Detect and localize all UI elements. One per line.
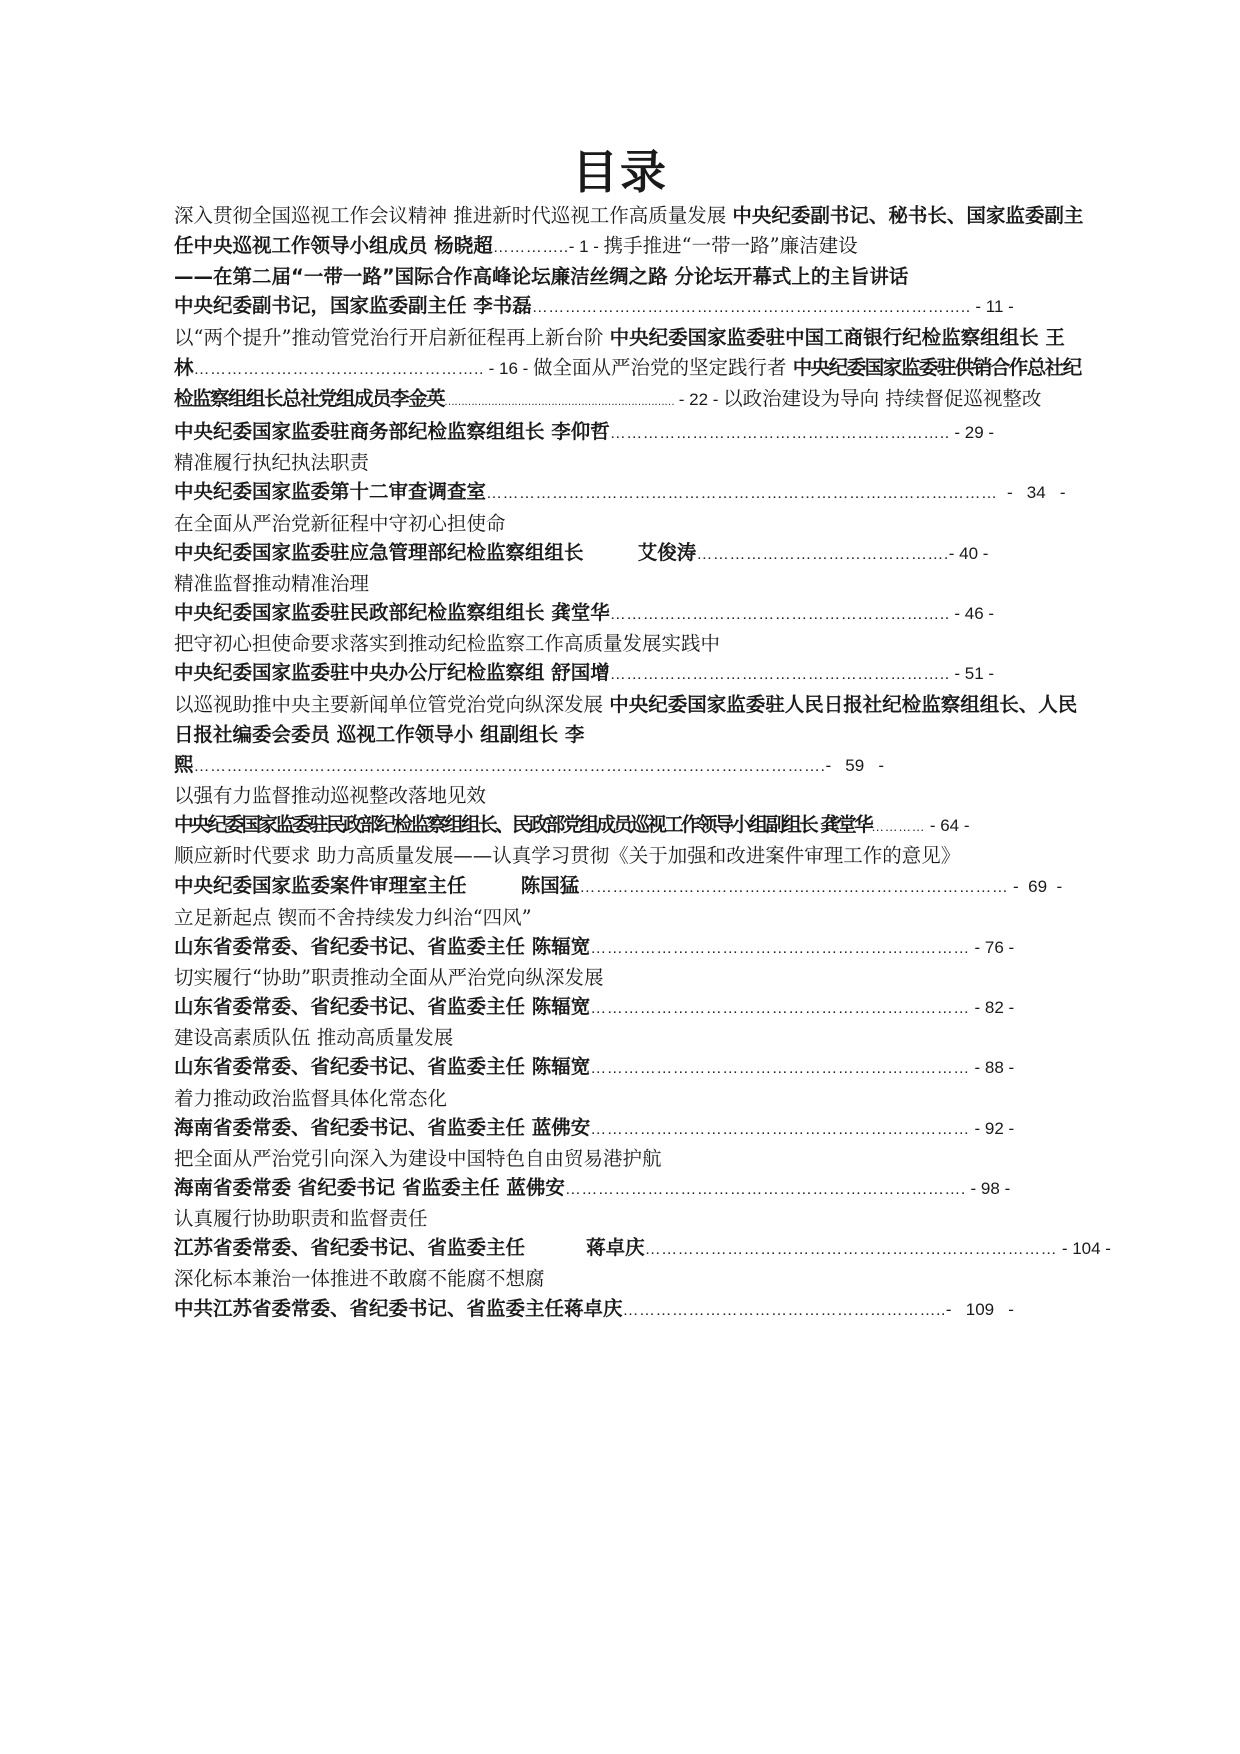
toc-entry-author: 中央纪委国家监委驻民政部纪检监察组组长、民政部党组成员巡视工作领导小组副组长 龚堂华 bbox=[174, 813, 872, 837]
toc-entry-leader: …………………………………………………………… bbox=[590, 1060, 970, 1078]
toc-entry-author: 山东省委常委、省纪委书记、省监委主任 陈辐宽 bbox=[174, 995, 591, 1019]
toc-entry-title: 以巡视助推中央主要新闻单位管党治党向纵深发展 bbox=[174, 692, 610, 716]
toc-entry-author: 中央纪委国家监委驻民政部纪检监察组组长 龚堂华 bbox=[174, 601, 610, 625]
toc-entry-title: 建设高素质队伍 推动高质量发展 bbox=[174, 1026, 454, 1050]
toc-entry-page: - 22 - bbox=[674, 389, 724, 409]
toc-entry-author: 中央纪委国家监委驻中央办公厅纪检监察组 舒国增 bbox=[174, 661, 610, 685]
toc-entry-leader: …………………………………………………………………… bbox=[579, 879, 1009, 897]
toc-entry-author: 山东省委常委、省纪委书记、省监委主任 陈辐宽 bbox=[174, 1055, 591, 1079]
toc-entry-subtitle: ——认真学习贯彻《关于加强和改进案件审理工作的意见》 bbox=[453, 844, 961, 868]
toc-entry-author: 中央纪委副书记、秘书长、国家监委副主任中央巡视工作领导小组成员 杨晓超 bbox=[174, 204, 1084, 258]
toc-entry-leader: …………………………………………………….. bbox=[609, 425, 950, 443]
toc-entry-subtitle: ——在第二届“一带一路”国际合作高峰论坛廉洁丝绸之路 分论坛开幕式上的主旨讲话 bbox=[174, 265, 909, 289]
toc-entry-title: 携手推进“一带一路”廉洁建设 bbox=[603, 234, 858, 258]
toc-entry-page: - 76 - bbox=[969, 937, 1015, 957]
toc-entry-page: - 16 - bbox=[483, 358, 534, 378]
toc-entry-author: 中央纪委国家监委驻中国工商银行纪检监察组组长 王林 bbox=[174, 325, 1065, 379]
toc-title: 目录 bbox=[572, 145, 668, 199]
toc-entry-page: - 34 - bbox=[997, 483, 1066, 503]
toc-entry-title: 在全面从严治党新征程中守初心担使命 bbox=[174, 511, 506, 535]
toc-entry-page: - 69 - bbox=[1008, 877, 1063, 897]
toc-entry-leader: ………………………………………. bbox=[696, 545, 949, 563]
toc-entry-author: 中共江苏省委常委、省纪委书记、省监委主任蒋卓庆 bbox=[174, 1296, 623, 1320]
toc-entry-title: 顺应新时代要求 助力高质量发展 bbox=[174, 844, 454, 868]
toc-entry-title: 认真履行协助职责和监督责任 bbox=[174, 1207, 428, 1231]
toc-entry-author: 海南省委常委、省纪委书记、省监委主任 蓝佛安 bbox=[174, 1115, 591, 1139]
toc-entry-author: 山东省委常委、省纪委书记、省监委主任 陈辐宽 bbox=[174, 934, 591, 958]
toc-entry-title: 做全面从严治党的坚定践行者 bbox=[533, 355, 793, 379]
toc-entry-title: 把守初心担使命要求落实到推动纪检监察工作高质量发展实践中 bbox=[174, 632, 721, 656]
toc-entry-leader: ………………………………………………….. bbox=[622, 1301, 946, 1319]
toc-entry-leader: …………………………………………………………… bbox=[590, 1120, 970, 1138]
toc-entry-title: 精准监督推动精准治理 bbox=[174, 571, 370, 595]
toc-entry-leader: …………………………………………………….. bbox=[609, 606, 950, 624]
toc-entry-author: 中央纪委国家监委第十二审查调查室 bbox=[174, 480, 487, 504]
toc-entry-title: 深化标本兼治一体推进不敢腐不能腐不想腐 bbox=[174, 1267, 545, 1291]
toc-entry-title: 深入贯彻全国巡视工作会议精神 推进新时代巡视工作高质量发展 bbox=[174, 204, 733, 227]
toc-entry-author: 中央纪委国家监委驻供销合作总社纪检监察组组长总社党组成员李金英 bbox=[174, 355, 1081, 410]
toc-entry-page: - 82 - bbox=[969, 998, 1015, 1018]
toc-entry-leader: ………………………………………………………………… bbox=[644, 1241, 1058, 1259]
toc-entry-page: - 64 - bbox=[925, 816, 970, 836]
toc-entry-leader: ………….. bbox=[492, 239, 569, 257]
toc-entry-title: 着力推动政治监督具体化常态化 bbox=[174, 1086, 448, 1110]
toc-entry-author: 江苏省委常委、省纪委书记、省监委主任 蒋卓庆 bbox=[174, 1236, 645, 1260]
toc-list bbox=[174, 201, 1111, 1325]
toc-entry-page: - 104 - bbox=[1057, 1239, 1111, 1259]
toc-entry-leader: ……………………………………………………………………………………………………. bbox=[193, 757, 826, 775]
toc-entry-page: - 98 - bbox=[965, 1179, 1011, 1198]
toc-entry-leader: ………… bbox=[871, 819, 926, 835]
toc-entry-author: 中央纪委国家监委案件审理室主任 陈国猛 bbox=[174, 874, 580, 898]
toc-entry-page: - 1 - bbox=[568, 237, 604, 257]
toc-entry-author: 中央纪委副书记，国家监委副主任 李书磊 bbox=[174, 294, 532, 318]
toc-entry-page: - 92 - bbox=[969, 1118, 1015, 1138]
toc-entry-title: 以政治建设为导向 持续督促巡视整改 bbox=[723, 386, 1042, 410]
toc-entry-leader: ………………………………………………………………. bbox=[564, 1181, 966, 1198]
toc-entry-leader: …………………………………………….. bbox=[193, 360, 484, 378]
toc-entry-leader: …………………………………………………………… bbox=[590, 1000, 970, 1018]
toc-entry-page: - 46 - bbox=[949, 604, 995, 624]
toc-entry-page: - 40 - bbox=[948, 543, 989, 563]
toc-entry-title: 以强有力监督推动巡视整改落地见效 bbox=[174, 783, 487, 807]
toc-entry-title: 以“两个提升”推动管党治行开启新征程再上新台阶 bbox=[174, 325, 610, 349]
toc-entry-author: 中央纪委国家监委驻商务部纪检监察组组长 李仰哲 bbox=[174, 420, 610, 444]
toc-entry-author: 中央纪委国家监委驻应急管理部纪检监察组组长 艾俊涛 bbox=[174, 540, 697, 564]
toc-entry-page: - 109 - bbox=[945, 1299, 1014, 1319]
toc-entry-page: - 11 - bbox=[970, 297, 1014, 317]
toc-entry-title: 把全面从严治党引向深入为建设中国特色自由贸易港护航 bbox=[174, 1146, 662, 1170]
toc-entry-leader: …………………………………………………………………….. bbox=[531, 299, 971, 317]
toc-entry-leader: …………………………………………………………… bbox=[444, 395, 675, 408]
toc-entry-page: - 29 - bbox=[949, 423, 995, 443]
toc-entry-author: 海南省委常委 省纪委书记 省监委主任 蓝佛安 bbox=[174, 1176, 565, 1199]
toc-entry-leader: …………………………………………………………… bbox=[590, 939, 970, 957]
toc-entry-page: - 51 - bbox=[949, 664, 995, 684]
toc-entry-title: 精准履行执纪执法职责 bbox=[174, 451, 370, 475]
toc-entry-page: - 88 - bbox=[969, 1058, 1015, 1078]
toc-entry-author: 中央纪委国家监委驻人民日报社纪检监察组组长、人民日报社编委会委员 巡视工作领导小 组副组长 李熙 bbox=[174, 692, 1078, 776]
toc-entry-leader: …………………………………………………….. bbox=[609, 666, 950, 684]
toc-entry-leader: ………………………………………………………………………………… bbox=[486, 485, 998, 503]
toc-entry-page: - 59 - bbox=[825, 755, 885, 775]
toc-entry-title: 立足新起点 锲而不舍持续发力纠治“四风” bbox=[174, 905, 532, 929]
toc-entry-title: 切实履行“协助”职责推动全面从严治党向纵深发展 bbox=[174, 965, 604, 989]
